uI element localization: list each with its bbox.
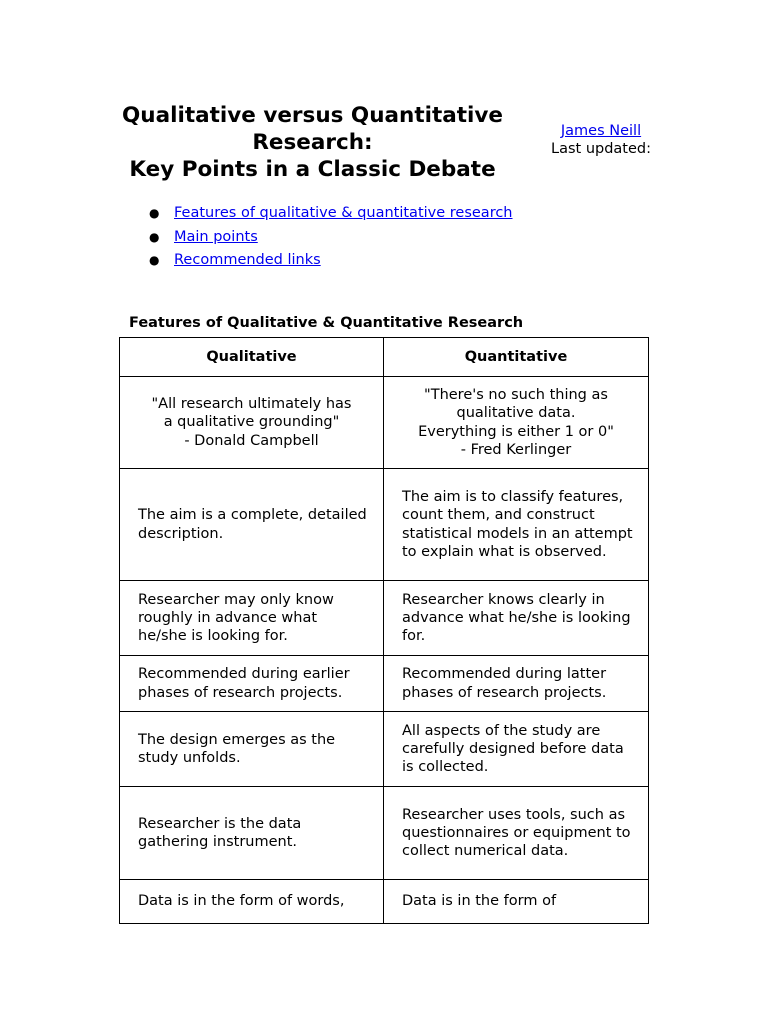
author-block xyxy=(540,122,662,158)
quote-line: qualitative data. xyxy=(456,405,576,422)
page-title xyxy=(100,102,525,183)
cell-qualitative: The aim is a complete, detailed description. xyxy=(120,469,384,581)
quote-attribution: - Donald Campbell xyxy=(184,432,319,449)
toc-item xyxy=(135,202,513,226)
last-updated-label: Last updated: xyxy=(551,141,651,157)
author-link[interactable]: James Neill xyxy=(560,123,642,139)
bullet-icon: ● xyxy=(149,206,160,220)
bullet-icon: ● xyxy=(149,229,160,244)
table-row xyxy=(120,469,649,581)
table-row xyxy=(120,656,649,712)
cell-quantitative: Researcher knows clearly in advance what he/she is looking for. xyxy=(384,581,649,656)
table-header-row xyxy=(120,338,649,377)
toc-link-features[interactable]: Features of qualitative & quantitative research xyxy=(174,205,513,221)
title-line: Key Points in a Classic Debate xyxy=(129,157,496,182)
toc-link-main-points[interactable]: Main points xyxy=(174,228,258,245)
cell-qualitative: Data is in the form of words, xyxy=(120,880,384,924)
quote-line: "All research ultimately has xyxy=(151,396,352,413)
cell-qualitative: Recommended during earlier phases of research projects. xyxy=(120,656,384,712)
table-row xyxy=(120,581,649,656)
table-row xyxy=(120,880,649,924)
quote-campbell xyxy=(120,377,384,469)
column-header-quantitative: Quantitative xyxy=(384,338,649,377)
title-line: Qualitative versus Quantitative xyxy=(121,103,503,128)
cell-quantitative: Data is in the form of xyxy=(384,880,649,924)
cell-quantitative: Recommended during latter phases of research projects. xyxy=(384,656,649,712)
quote-attribution: - Fred Kerlinger xyxy=(460,441,572,458)
cell-qualitative: The design emerges as the study unfolds. xyxy=(120,712,384,787)
toc-item xyxy=(135,226,513,250)
quote-line: a qualitative grounding" xyxy=(163,414,340,431)
toc-link-recommended-links[interactable]: Recommended links xyxy=(174,252,321,268)
features-table xyxy=(119,337,649,924)
toc-item xyxy=(135,249,513,273)
table-of-contents xyxy=(135,202,513,273)
cell-quantitative: The aim is to classify features, count them, and construct statistical models in an attempt to explain what is observed. xyxy=(384,469,649,581)
quote-line: Everything is either 1 or 0" xyxy=(418,423,614,440)
cell-qualitative: Researcher may only know roughly in advance what he/she is looking for. xyxy=(120,581,384,656)
quote-kerlinger xyxy=(384,377,649,469)
table-caption: Features of Qualitative & Quantitative Research xyxy=(129,315,524,331)
column-header-qualitative: Qualitative xyxy=(120,338,384,377)
cell-quantitative: Researcher uses tools, such as questionnaires or equipment to collect numerical data. xyxy=(384,787,649,880)
bullet-icon: ● xyxy=(149,253,160,267)
quote-row xyxy=(120,377,649,469)
quote-line: "There's no such thing as xyxy=(424,386,608,403)
table-row xyxy=(120,712,649,787)
title-line: Research: xyxy=(252,130,373,155)
cell-quantitative: All aspects of the study are carefully designed before data is collected. xyxy=(384,712,649,787)
table-row xyxy=(120,787,649,880)
cell-qualitative: Researcher is the data gathering instrument. xyxy=(120,787,384,880)
